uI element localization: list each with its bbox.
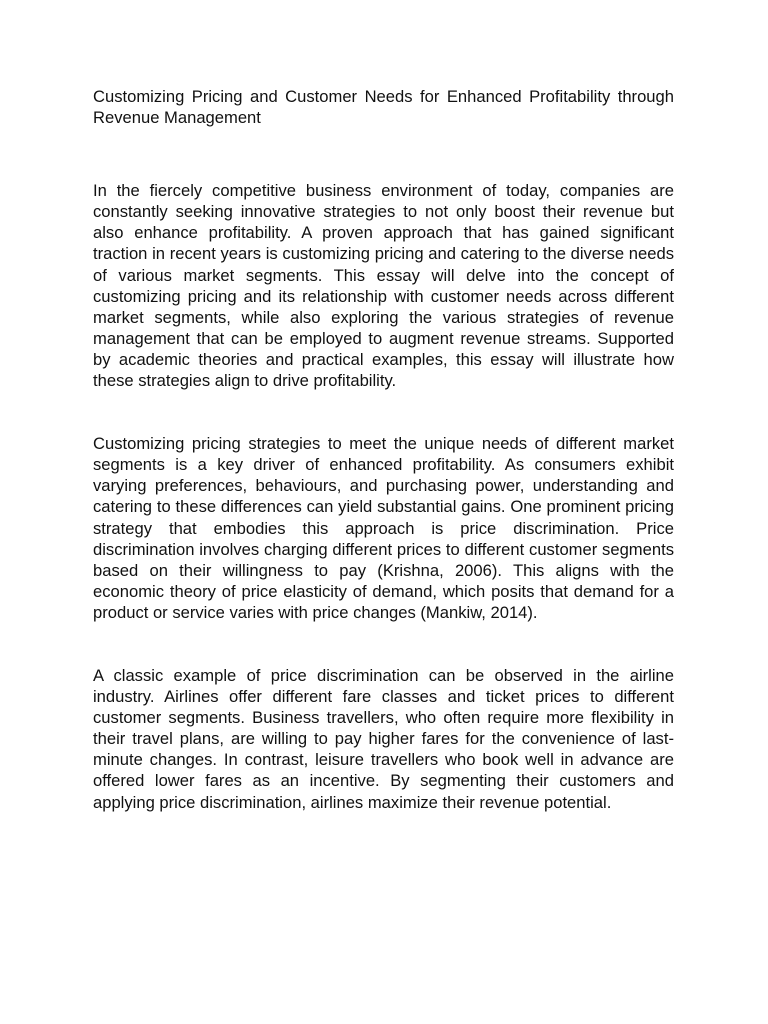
document-content [93,86,674,855]
paragraph-3: A classic example of price discrimination can be observed in the airline industry. Airlines offer different fare classes and ticket prices to different customer segments. Business travellers, who often require more flexibility in their travel plans, are willing to pay higher fares for the convenience of last-minute changes. In contrast, leisure travellers who book well in advance are offered lower fares as an incentive. By segmenting their customers and applying price discrimination, airlines maximize their revenue potential. [93,665,674,812]
paragraph-2: Customizing pricing strategies to meet the unique needs of different market segments is a key driver of enhanced profitability. As consumers exhibit varying preferences, behaviours, and purchasing power, understanding and catering to these differences can yield substantial gains. One prominent pricing strategy that embodies this approach is price discrimination. Price discrimination involves charging different prices to different customer segments based on their willingness to pay (Krishna, 2006). This aligns with the economic theory of price elasticity of demand, which posits that demand for a product or service varies with price changes (Mankiw, 2014). [93,434,674,622]
paragraph-1: In the fiercely competitive business environment of today, companies are constantly seeking innovative strategies to not only boost their revenue but also enhance profitability. A proven approach that has gained significant traction in recent years is customizing pricing and catering to the diverse needs of various market segments. This essay will delve into the concept of customizing pricing and its relationship with customer needs across different market segments, while also exploring the various strategies of revenue management that can be employed to augment revenue streams. Supported by academic theories and practical examples, this essay will illustrate how these strategies align to drive profitability. [93,181,674,391]
document-title: Customizing Pricing and Customer Needs for Enhanced Profitability through Revenue Management [93,87,674,128]
